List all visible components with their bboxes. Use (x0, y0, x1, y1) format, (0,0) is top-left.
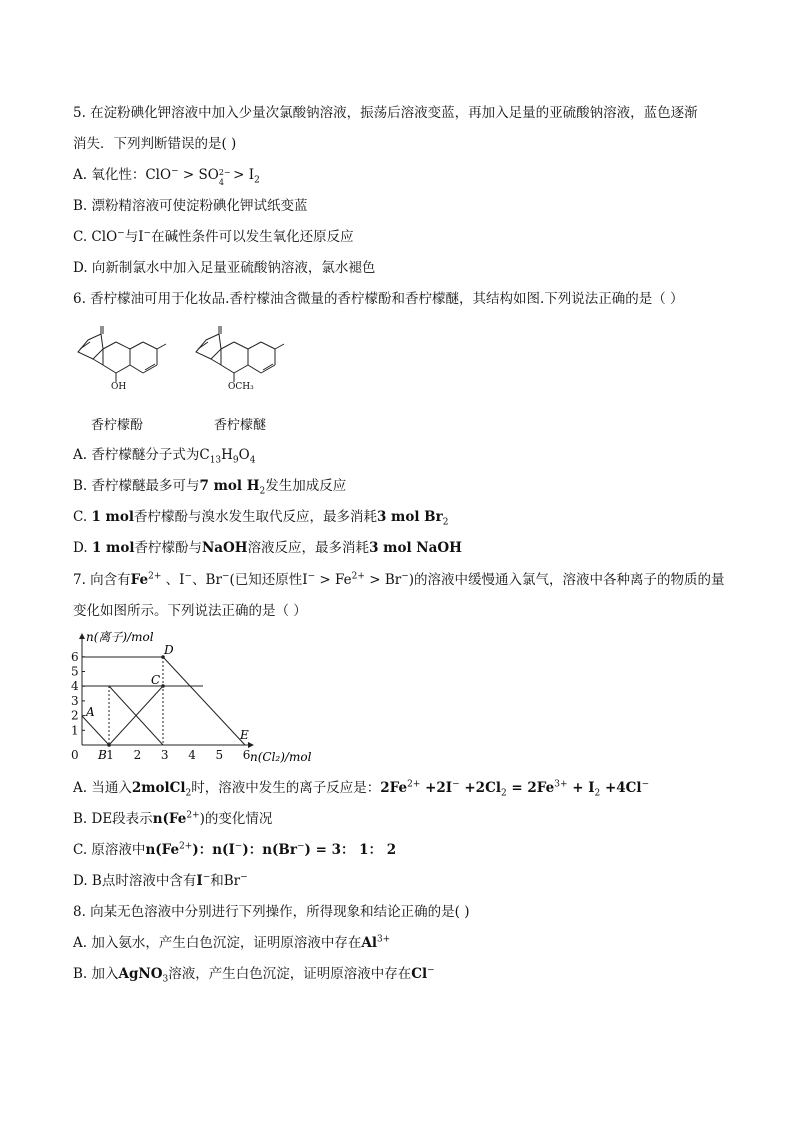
ion-amount-graph (68, 628, 328, 768)
x-tick-label: 1 (106, 748, 114, 762)
x-tick-label: 2 (133, 748, 142, 762)
x-tick-label: 4 (188, 748, 196, 762)
q6-option-a: A. 香柠檬醚分子式为$C_{13}H_9O_4$ (73, 447, 256, 466)
q8-option-a: A. 加入氨水，产生白色沉淀，证明原溶液中存在$Al^{3+}$ (73, 934, 391, 951)
q7-option-b: B. DE段表示$n(Fe^{2+})$的变化情况 (73, 810, 273, 827)
y-tick-label: 4 (71, 679, 79, 694)
bergapten-name: 香柠檬醚 (214, 418, 267, 433)
bergaptol-oh-label: OH (111, 382, 127, 392)
graph-y-label: n(离子)/mol (86, 630, 154, 644)
q5-option-d: D. 向新制氯水中加入足量亚硫酸钠溶液，氯水褪色 (73, 260, 376, 276)
y-tick-label: 3 (71, 693, 79, 708)
q8-option-b: B. 加入AgNO$_3$溶液，产生白色沉淀，证明原溶液中存在Cl− (73, 965, 435, 985)
q7-option-a: A. 当通入2molCl$_2$时，溶液中发生的离子反应是：$2Fe^{2+} +2I^- +2Cl_2 = 2Fe^{3+} + I_2 +4Cl^-$ (73, 779, 650, 799)
q7-stem-line2: 变化如图所示。下列说法正确的是（ ） (73, 603, 307, 619)
bergaptol-structure (68, 322, 188, 400)
point-b-label: B (98, 748, 107, 762)
y-tick-label: 2 (71, 708, 79, 723)
y-tick-label: 5 (71, 664, 79, 679)
graph-x-label: n(Cl₂)/mol (250, 750, 312, 764)
y-tick-label: 1 (71, 723, 79, 738)
q5-option-a: A. 氧化性：ClO− > SO 2− 4 > $I_2$ (73, 166, 260, 187)
y-tick-label: 6 (71, 649, 79, 664)
point-d-label: D (164, 643, 174, 657)
point-e-label: E (240, 728, 249, 742)
bergapten-och3-label: OCH₃ (228, 382, 254, 392)
q5-option-c: C. ClO−与I−在碱性条件可以发生氧化还原反应 (73, 228, 354, 245)
q7-option-c: C. 原溶液中$n(Fe^{2+})$：n(I−)：n(Br−) = 3： 1： 2 (73, 841, 397, 858)
point-c-label: C (151, 673, 161, 687)
q6-stem: 6. 香柠檬油可用于化妆品.香柠檬油含微量的香柠檬酚和香柠檬醚，其结构如图.下列说法正确的是（ ） (73, 291, 684, 307)
x-tick-label: 6 (242, 748, 251, 762)
q7-option-d: D. B点时溶液中含有I−和Br− (73, 872, 248, 889)
q5-stem-line1: 5. 在淀粉碘化钾溶液中加入少量次氯酸钠溶液，振荡后溶液变蓝，再加入足量的亚硫酸钠溶液，蓝色逐渐 (73, 105, 698, 121)
q7-stem-line1: 7. 向含有$Fe^{2+}$ 、I−、Br−(已知还原性$I^- > Fe^{2+} > Br^-$)的溶液中缓慢通入氯气，溶液中各种离子的物质的量 (73, 571, 725, 588)
q8-stem: 8. 向某无色溶液中分别进行下列操作，所得现象和结论正确的是( ) (73, 904, 470, 920)
q6-option-c: C. 1 mol香柠檬酚与溴水发生取代反应，最多消耗3 mol $Br_2$ (73, 509, 449, 528)
x-tick-label: 0 (71, 748, 79, 762)
q6-option-b: B. 香柠檬醚最多可与7 mol $H_2$发生加成反应 (73, 478, 347, 497)
q5-option-b: B. 漂粉精溶液可使淀粉碘化钾试纸变蓝 (73, 198, 308, 214)
x-tick-label: 5 (215, 748, 224, 762)
x-tick-label: 3 (160, 748, 169, 762)
point-a-label: A (86, 705, 95, 719)
bergaptol-name: 香柠檬酚 (91, 418, 144, 433)
q6-option-d: D. 1 mol香柠檬酚与NaOH溶液反应，最多消耗3 mol NaOH (73, 540, 462, 556)
q5-stem-line2: 消失．下列判断错误的是( ) (73, 136, 237, 152)
